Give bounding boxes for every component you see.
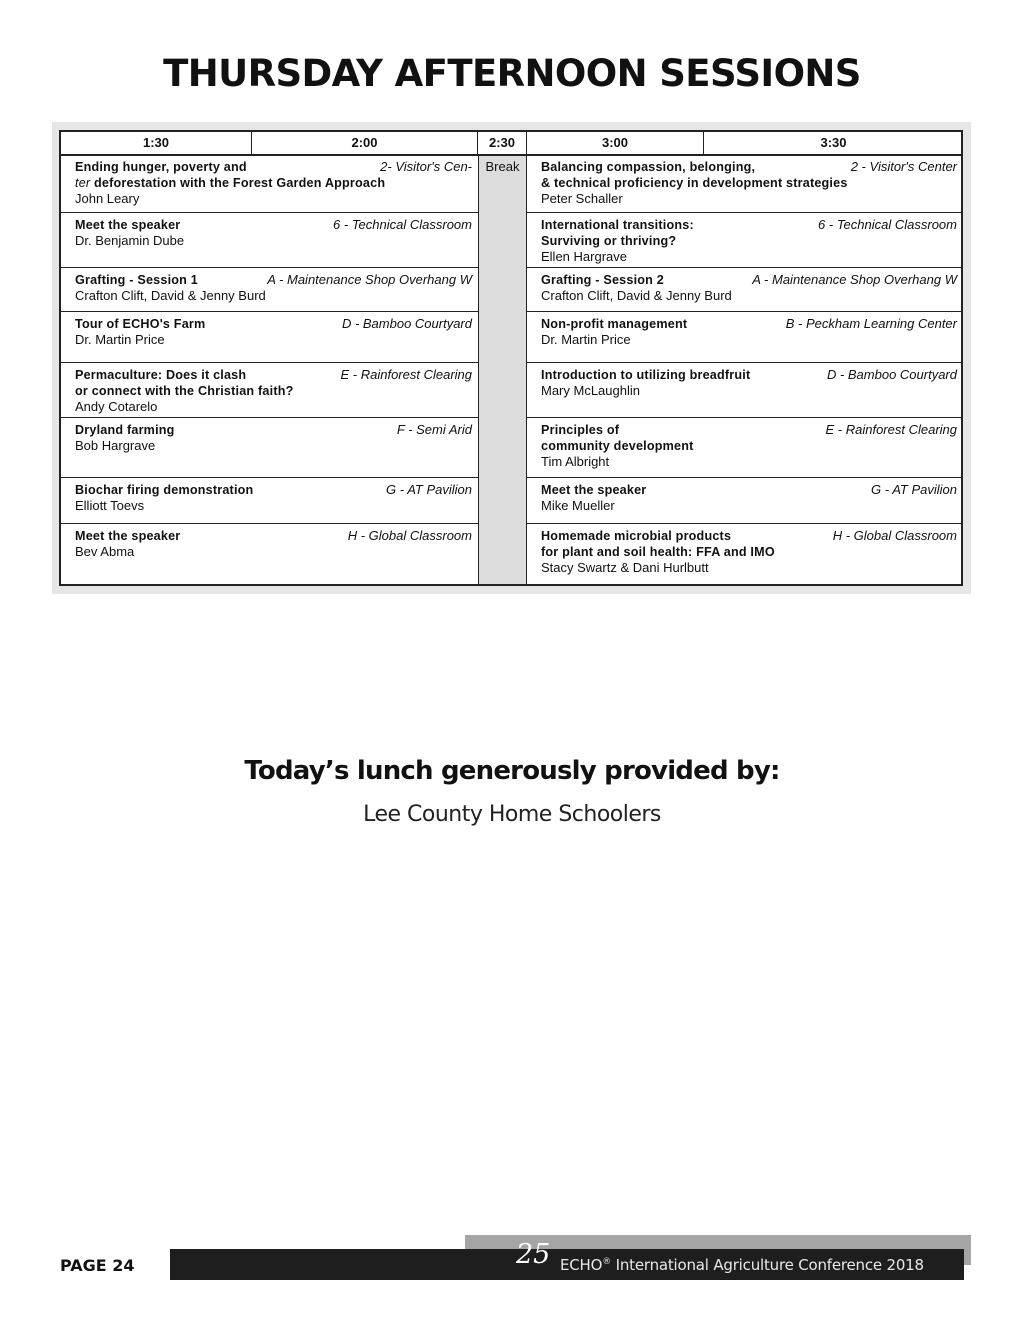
time-header-3-30: 3:30 [820,135,847,150]
session-schedule-table [59,130,963,586]
session-title: Balancing compassion, belonging, [541,160,756,174]
row-divider [527,311,963,312]
row-divider [527,362,963,363]
row-divider [61,477,478,478]
session-left-5 [61,364,478,417]
session-right-3 [527,269,963,310]
session-speaker: Crafton Clift, David & Jenny Burd [541,288,732,303]
row-divider [527,523,963,524]
session-location: D - Bamboo Courtyard [821,367,957,383]
row-divider [61,267,478,268]
row-divider [61,523,478,524]
session-speaker: Dr. Martin Price [75,332,165,347]
session-location: G - AT Pavilion [865,482,957,498]
session-left-4 [61,313,478,362]
session-right-5 [527,364,963,417]
session-speaker: Ellen Hargrave [541,249,627,264]
session-title: Introduction to utilizing breadfruit [541,368,751,382]
session-speaker: Stacy Swartz & Dani Hurlbutt [541,560,709,575]
session-title-line2: Surviving or thriving? [541,234,677,248]
session-left-8 [61,525,478,585]
session-speaker: Mike Mueller [541,498,615,513]
session-location: D - Bamboo Courtyard [336,316,472,332]
session-location: B - Peckham Learning Center [780,316,957,332]
lunch-heading: Today’s lunch generously provided by: [244,756,780,786]
session-speaker: Crafton Clift, David & Jenny Burd [75,288,266,303]
session-left-2 [61,214,478,267]
session-title: Homemade microbial products [541,529,732,543]
session-title: Dryland farming [75,423,175,437]
session-location: H - Global Classroom [342,528,472,544]
session-right-8 [527,525,963,585]
session-location: 6 - Technical Classroom [812,217,957,233]
session-title-line2: community development [541,439,694,453]
session-title: Grafting - Session 1 [75,273,198,287]
session-right-4 [527,313,963,362]
session-speaker: Bev Abma [75,544,135,559]
break-label: Break [485,159,520,174]
session-title: Principles of [541,423,620,437]
session-location: A - Maintenance Shop Overhang W [746,272,957,288]
session-location: E - Rainforest Clearing [335,367,473,383]
time-header-2-30: 2:30 [478,132,527,154]
session-title: Non-profit management [541,317,688,331]
session-title-line2: deforestation with the Forest Garden Approach [94,176,386,190]
conference-title: International Agriculture Conference 2018 [611,1256,924,1274]
session-title: Biochar firing demonstration [75,483,254,497]
session-speaker: Dr. Martin Price [541,332,631,347]
session-right-1 [527,156,963,212]
session-location-continued: ter [75,176,91,190]
row-divider [61,212,478,213]
anniversary-25-logo: 25 [516,1239,551,1270]
break-column [478,156,527,584]
session-speaker: Mary McLaughlin [541,383,640,398]
session-title: Meet the speaker [75,529,181,543]
session-location: 2- Visitor's Cen- [374,159,472,175]
row-divider [61,311,478,312]
session-title: International transitions: [541,218,694,232]
session-title: Grafting - Session 2 [541,273,664,287]
row-divider [527,267,963,268]
time-header-3-00: 3:00 [527,132,704,154]
session-left-6 [61,419,478,477]
session-right-2 [527,214,963,267]
time-header-1-30: 1:30 [61,132,252,154]
page-number: PAGE 24 [60,1256,135,1275]
session-speaker: Dr. Benjamin Dube [75,233,185,248]
session-right-7 [527,479,963,523]
lunch-sponsor: Lee County Home Schoolers [363,802,661,827]
session-speaker: Tim Albright [541,454,610,469]
session-left-1 [61,156,478,212]
registered-mark: ® [602,1257,612,1267]
session-location: 6 - Technical Classroom [327,217,472,233]
row-divider [527,417,963,418]
session-speaker: Andy Cotarelo [75,399,158,414]
session-right-6 [527,419,963,477]
session-location: E - Rainforest Clearing [820,422,958,438]
conference-brand: ECHO [560,1256,603,1274]
session-title-line2: or connect with the Christian faith? [75,384,294,398]
session-title: Ending hunger, poverty and [75,160,247,174]
row-divider [527,212,963,213]
session-speaker: Bob Hargrave [75,438,156,453]
session-title: Tour of ECHO's Farm [75,317,206,331]
conference-name [560,1256,924,1274]
row-divider [527,477,963,478]
session-location: H - Global Classroom [827,528,957,544]
session-location: 2 - Visitor's Center [845,159,957,175]
time-header-2-00: 2:00 [252,132,478,154]
session-location: F - Semi Arid [391,422,472,438]
session-location: G - AT Pavilion [380,482,472,498]
session-title-line2: & technical proficiency in development strategies [541,176,848,190]
session-speaker: John Leary [75,191,140,206]
row-divider [61,362,478,363]
session-speaker: Elliott Toevs [75,498,145,513]
session-location: A - Maintenance Shop Overhang W [261,272,472,288]
session-title: Meet the speaker [75,218,181,232]
session-left-3 [61,269,478,310]
session-title-line2: for plant and soil health: FFA and IMO [541,545,775,559]
row-divider [61,417,478,418]
session-left-7 [61,479,478,523]
session-title: Meet the speaker [541,483,647,497]
session-speaker: Peter Schaller [541,191,623,206]
session-title: Permaculture: Does it clash [75,368,247,382]
page-title: THURSDAY AFTERNOON SESSIONS [163,52,861,95]
